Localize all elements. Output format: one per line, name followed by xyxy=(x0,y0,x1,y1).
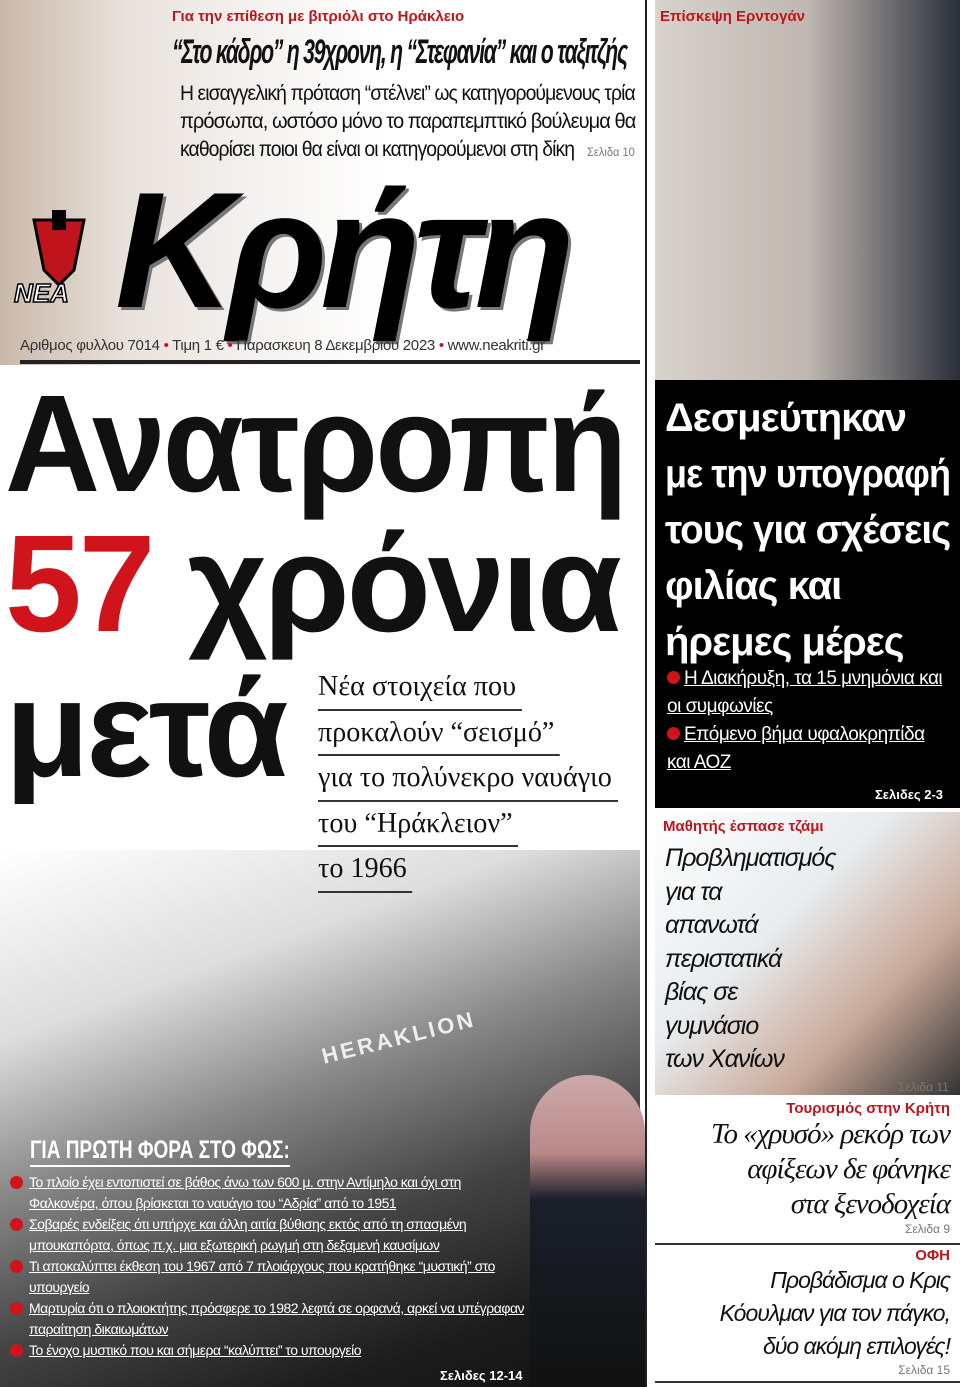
coach-photo xyxy=(530,1075,645,1387)
date: Παρασκευη 8 Δεκεμβριου 2023 xyxy=(236,337,435,354)
ofi-page: Σελιδα 15 xyxy=(898,1363,950,1377)
bullet-dot-icon xyxy=(667,671,680,684)
main-pages: Σελιδες 12-14 xyxy=(440,1368,523,1383)
ofi-kicker: ΟΦΗ xyxy=(915,1247,950,1264)
body-line: Η εισαγγελική πρόταση “στέλνει” ως κατηγορούμενους τρία xyxy=(180,82,635,105)
erdogan-photo xyxy=(655,0,960,380)
subtitle-line: Νέα στοιχεία που xyxy=(318,665,522,711)
bullet-item[interactable]: Το ένοχο μυστικό που και σήμερα “καλύπτει” το υπουργείο xyxy=(10,1340,530,1361)
main-bullets xyxy=(10,1172,530,1361)
logo-text: ΝΕΑ xyxy=(14,278,69,308)
erdogan-headline[interactable]: Δεσμεύτηκαν με την υπογραφή τους για σχέσεις φιλίας και ήρεμες μέρες xyxy=(665,396,951,664)
bullet-dot-icon xyxy=(667,727,680,740)
body-line: πρόσωπα, ωστόσο μόνο το παραπεμπτικό βούλευμα θα xyxy=(180,110,636,133)
subtitle-line: του “Ηράκλειον” xyxy=(318,802,518,848)
subtitle-line: το 1966 xyxy=(318,847,413,893)
main-headline-number: 57 xyxy=(5,507,153,661)
top-story-headline[interactable]: “Στο κάδρο” η 39χρονη, η “Στεφανία” και ο ταξιτζής xyxy=(172,33,627,71)
erdogan-bullets xyxy=(667,665,952,777)
ofi-story[interactable] xyxy=(655,1247,960,1383)
subtitle-line: για το πολύνεκρο ναυάγιο xyxy=(318,756,618,802)
erdogan-box xyxy=(655,380,960,808)
price: Τιμη 1 € xyxy=(172,337,224,354)
bullet-item[interactable]: Επόμενο βήμα υφαλοκρηπίδα και ΑΟΖ xyxy=(667,724,925,773)
bullet-item[interactable]: Σοβαρές ενδείξεις ότι υπήρχε και άλλη αιτία βύθισης εκτός από τη σπασμένη μπουκαπόρτα, όπως π.χ. μια εξωτερική ρωγμή στη δεξαμενή καυσίμων xyxy=(10,1214,530,1256)
student-page: Σελιδα 11 xyxy=(898,1080,949,1094)
erdogan-kicker: Επίσκεψη Ερντογάν xyxy=(660,8,806,25)
bullet-dot-icon xyxy=(10,1260,23,1273)
top-story-body xyxy=(180,80,673,166)
issue-number: Αριθμος φυλλου 7014 xyxy=(20,337,160,354)
bullet-item[interactable]: Το πλοίο έχει εντοπιστεί σε βάθος άνω των 600 μ. στην Αντίμηλο και όχι στη Φαλκονέρα, όπου βρίσκεται το ναυάγιο του “Αδρία” από το 1951 xyxy=(10,1172,530,1214)
subtitle-line: προκαλούν “σεισμό” xyxy=(318,711,560,757)
page-ref: Σελιδα 10 xyxy=(587,145,635,159)
bullet-dot-icon xyxy=(10,1344,23,1357)
bullet-item[interactable]: Μαρτυρία ότι ο πλοιοκτήτης πρόσφερε το 1982 λεφτά σε ορφανά, αρκεί να υπέγραφαν παραίτηση δικαιωμάτων xyxy=(10,1298,530,1340)
bullet-dot-icon xyxy=(10,1176,23,1189)
masthead-info: Αριθμος φυλλου 7014 • Τιμη 1 € • Παρασκευη 8 Δεκεμβριου 2023 • www.neakriti.gr xyxy=(20,337,545,354)
student-kicker: Μαθητής έσπασε τζάμι xyxy=(663,818,824,835)
student-headline[interactable]: Προβληματισμός για τα απανωτά περιστατικά βίας σε γυμνάσιο των Χανίων xyxy=(665,844,836,1073)
masthead-rule xyxy=(20,360,640,364)
masthead-title: Κρήτη xyxy=(115,158,569,342)
bullet-dot-icon xyxy=(10,1218,23,1231)
section-title: ΓΙΑ ΠΡΩΤΗ ΦΟΡΑ ΣΤΟ ΦΩΣ: xyxy=(30,1136,290,1167)
bullet-item[interactable]: Τι αποκαλύπτει έκθεση του 1967 από 7 πλοιάρχους που κρατήθηκε “μυστική” στο υπουργείο xyxy=(10,1256,530,1298)
erdogan-pages: Σελιδες 2-3 xyxy=(875,787,944,802)
main-headline-line1: Ανατροπή xyxy=(5,367,625,521)
top-story-kicker: Για την επίθεση με βιτριόλι στο Ηράκλειο xyxy=(172,8,465,25)
ship-name: HERAKLION xyxy=(319,1006,479,1069)
website-link[interactable]: www.neakriti.gr xyxy=(447,337,545,354)
bullet-dot-icon xyxy=(10,1302,23,1315)
tourism-headline: Το «χρυσό» ρεκόρ των αφίξεων δε φάνηκε στα ξενοδοχεία xyxy=(711,1118,950,1220)
body-line: καθορίσει ποιοι θα είναι οι κατηγορούμενοι στη δίκη xyxy=(180,138,575,161)
tourism-page: Σελιδα 9 xyxy=(904,1222,950,1236)
main-headline-line3: μετά xyxy=(5,652,286,806)
main-headline-line2: χρόνια xyxy=(187,507,619,661)
bullet-item[interactable]: Η Διακήρυξη, τα 15 μνημόνια και οι συμφωνίες xyxy=(667,668,943,717)
column-divider xyxy=(645,0,647,1387)
main-subtitle xyxy=(318,665,618,893)
tourism-story[interactable] xyxy=(655,1100,960,1245)
ofi-headline: Προβάδισμα ο Κρις Κόουλμαν για τον πάγκο, δύο ακόμη επιλογές! xyxy=(719,1267,950,1359)
tourism-kicker: Τουρισμός στην Κρήτη xyxy=(786,1100,950,1117)
